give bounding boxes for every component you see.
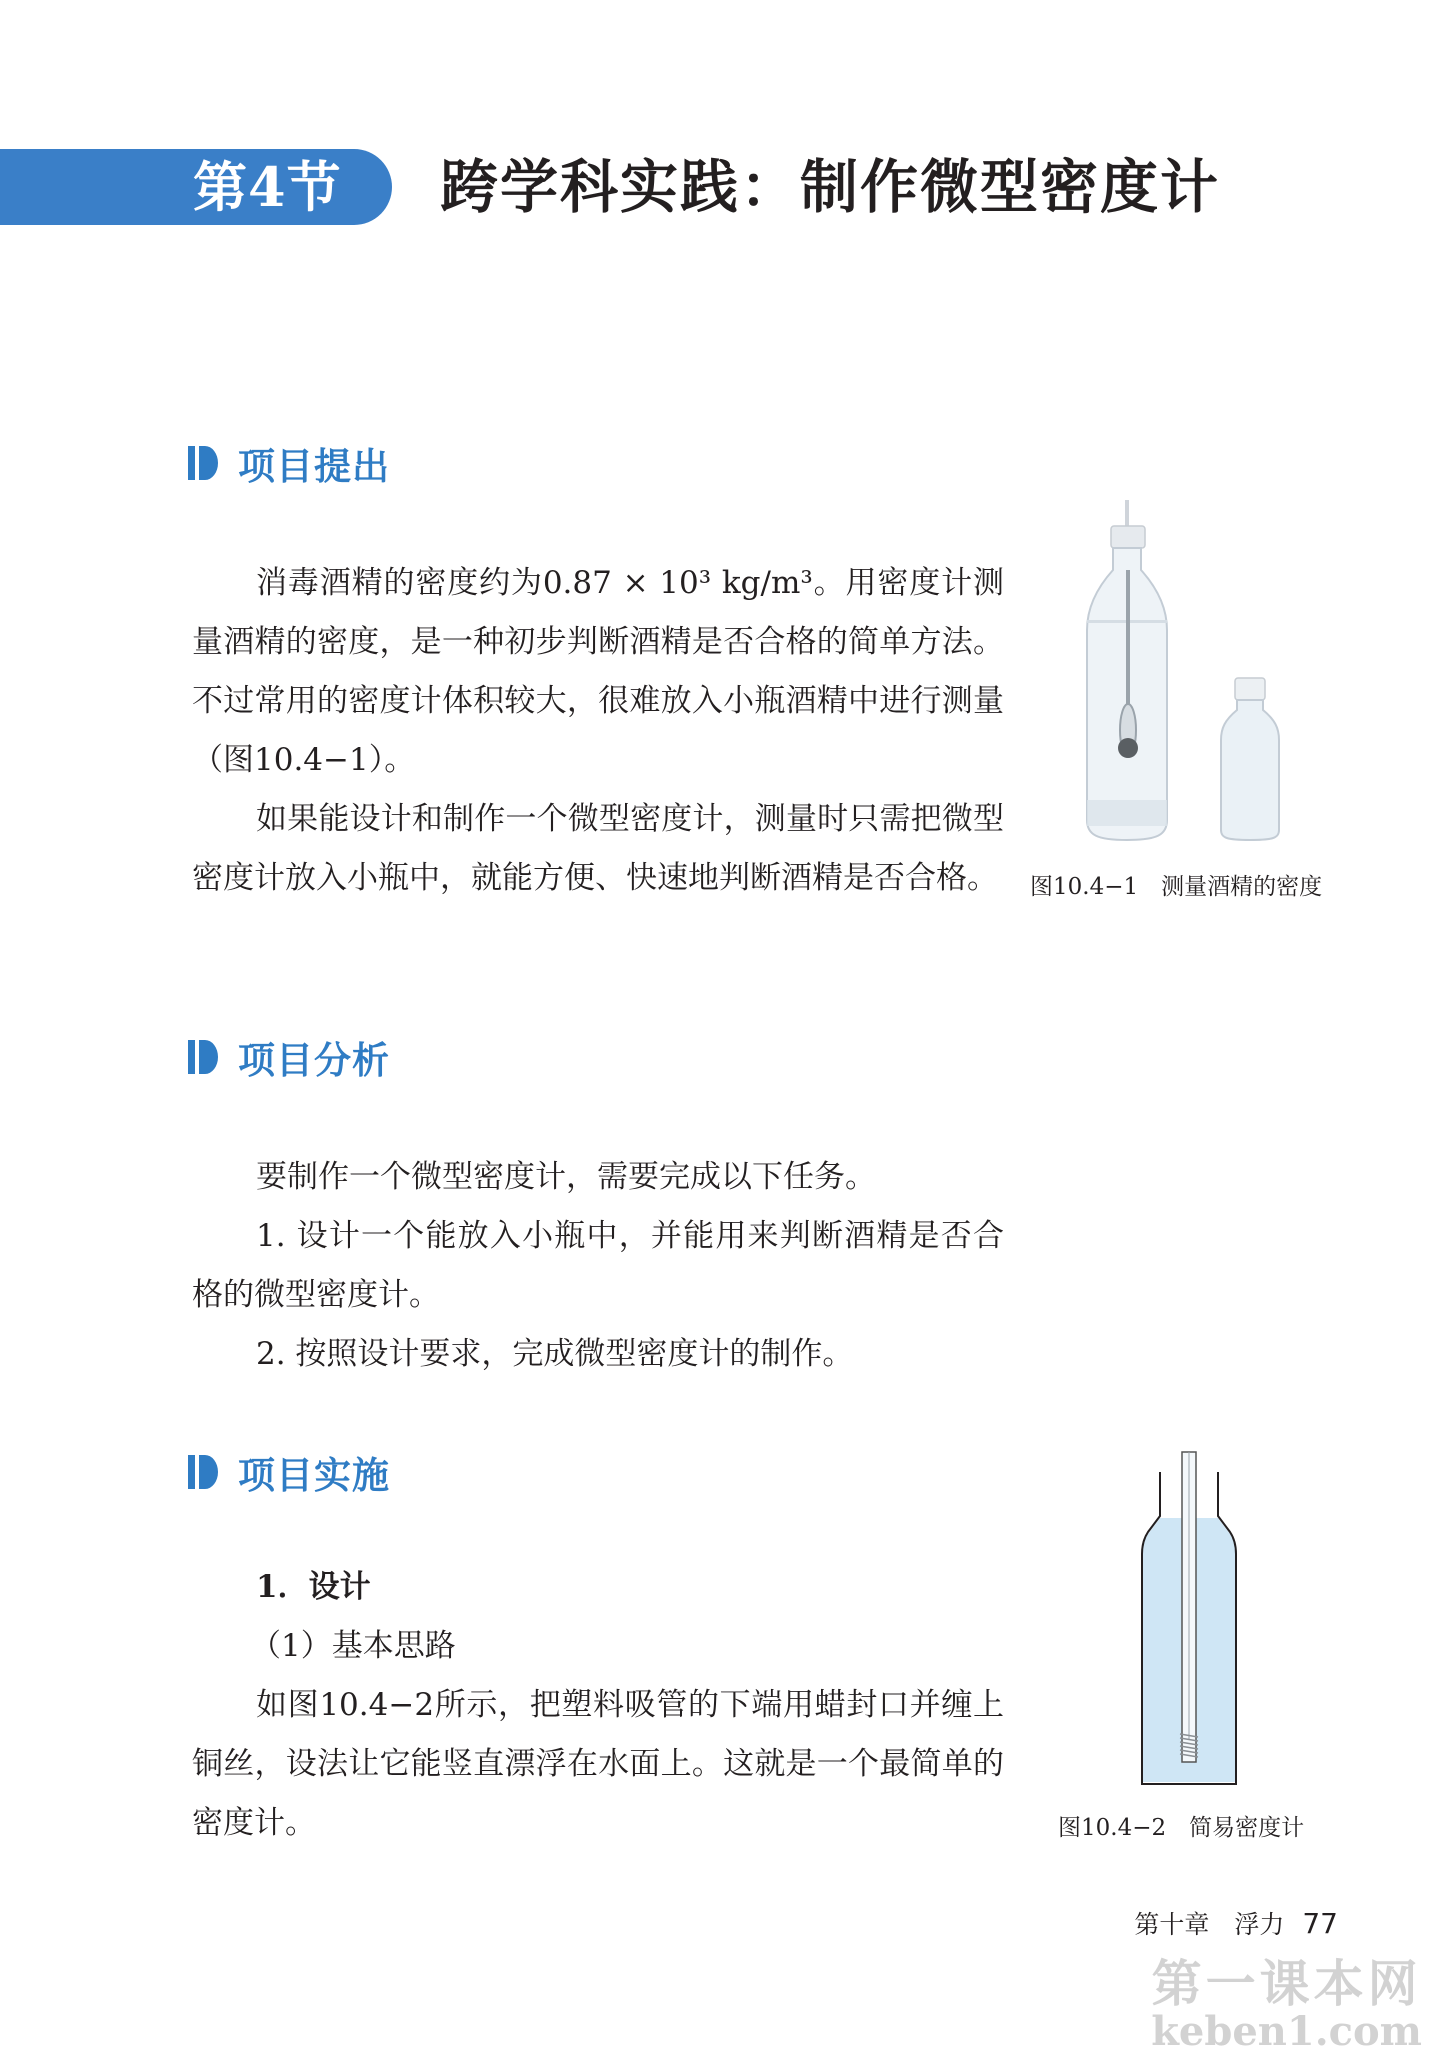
small-bottle-cap xyxy=(1235,678,1265,700)
page-footer xyxy=(1134,1905,1338,1941)
paragraph-implementation-1: 如图10.4−2所示，把塑料吸管的下端用蜡封口并缠上铜丝，设法让它能竖直漂浮在水面上。这就是一个最简单的密度计。 xyxy=(192,1687,1004,1841)
subheading-text: 项目提出 xyxy=(238,445,390,488)
paragraph-proposal-1: 消毒酒精的密度约为0.87 × 10³ kg/m³。用密度计测量酒精的密度，是一种初步判断酒精是否合格的简单方法。不过常用的密度计体积较大，很难放入小瓶酒精中进行测量（图10.4−1）。 xyxy=(192,565,1004,778)
page-number: 77 xyxy=(1302,1907,1338,1940)
paragraph-analysis-intro: 要制作一个微型密度计，需要完成以下任务。 xyxy=(256,1159,876,1195)
hydrometer-bulb xyxy=(1118,738,1138,758)
figure-caption-2: 图10.4−2 简易密度计 xyxy=(1058,1815,1305,1841)
sub-heading-basic-idea: （1）基本思路 xyxy=(250,1628,456,1664)
chapter-label: 第十章 浮力 xyxy=(1134,1910,1285,1939)
list-item-task-2: 2. 按照设计要求，完成微型密度计的制作。 xyxy=(256,1336,854,1372)
watermark-line-1: 第一课本网 xyxy=(1151,1955,1422,2013)
section-marker-icon xyxy=(188,1040,218,1074)
subheading-implementation xyxy=(188,1447,390,1497)
step-heading-design: 1．设计 xyxy=(256,1569,371,1605)
subheading-analysis xyxy=(188,1032,390,1082)
section-marker-icon xyxy=(188,446,218,480)
section-number: 第4节 xyxy=(193,155,342,219)
subheading-text: 项目实施 xyxy=(238,1454,390,1497)
large-bottle-cap xyxy=(1111,526,1145,548)
subheading-proposal xyxy=(188,438,390,488)
figure-hydrometer-diagram xyxy=(1130,1450,1250,1790)
subheading-text: 项目分析 xyxy=(238,1039,390,1082)
watermark xyxy=(1151,1955,1422,2055)
figure-bottles-image xyxy=(1075,500,1315,850)
paragraph-proposal-2: 如果能设计和制作一个微型密度计，测量时只需把微型密度计放入小瓶中，就能方便、快速地判断酒精是否合格。 xyxy=(192,801,1004,896)
list-item-task-1: 1. 设计一个能放入小瓶中，并能用来判断酒精是否合格的微型密度计。 xyxy=(192,1218,1004,1313)
section-marker-icon xyxy=(188,1455,218,1489)
figure-caption-1: 图10.4−1 测量酒精的密度 xyxy=(1030,874,1323,900)
watermark-line-2: keben1.com xyxy=(1151,2007,1422,2055)
small-bottle-body xyxy=(1221,700,1279,840)
page-title: 跨学科实践：制作微型密度计 xyxy=(440,153,1221,221)
